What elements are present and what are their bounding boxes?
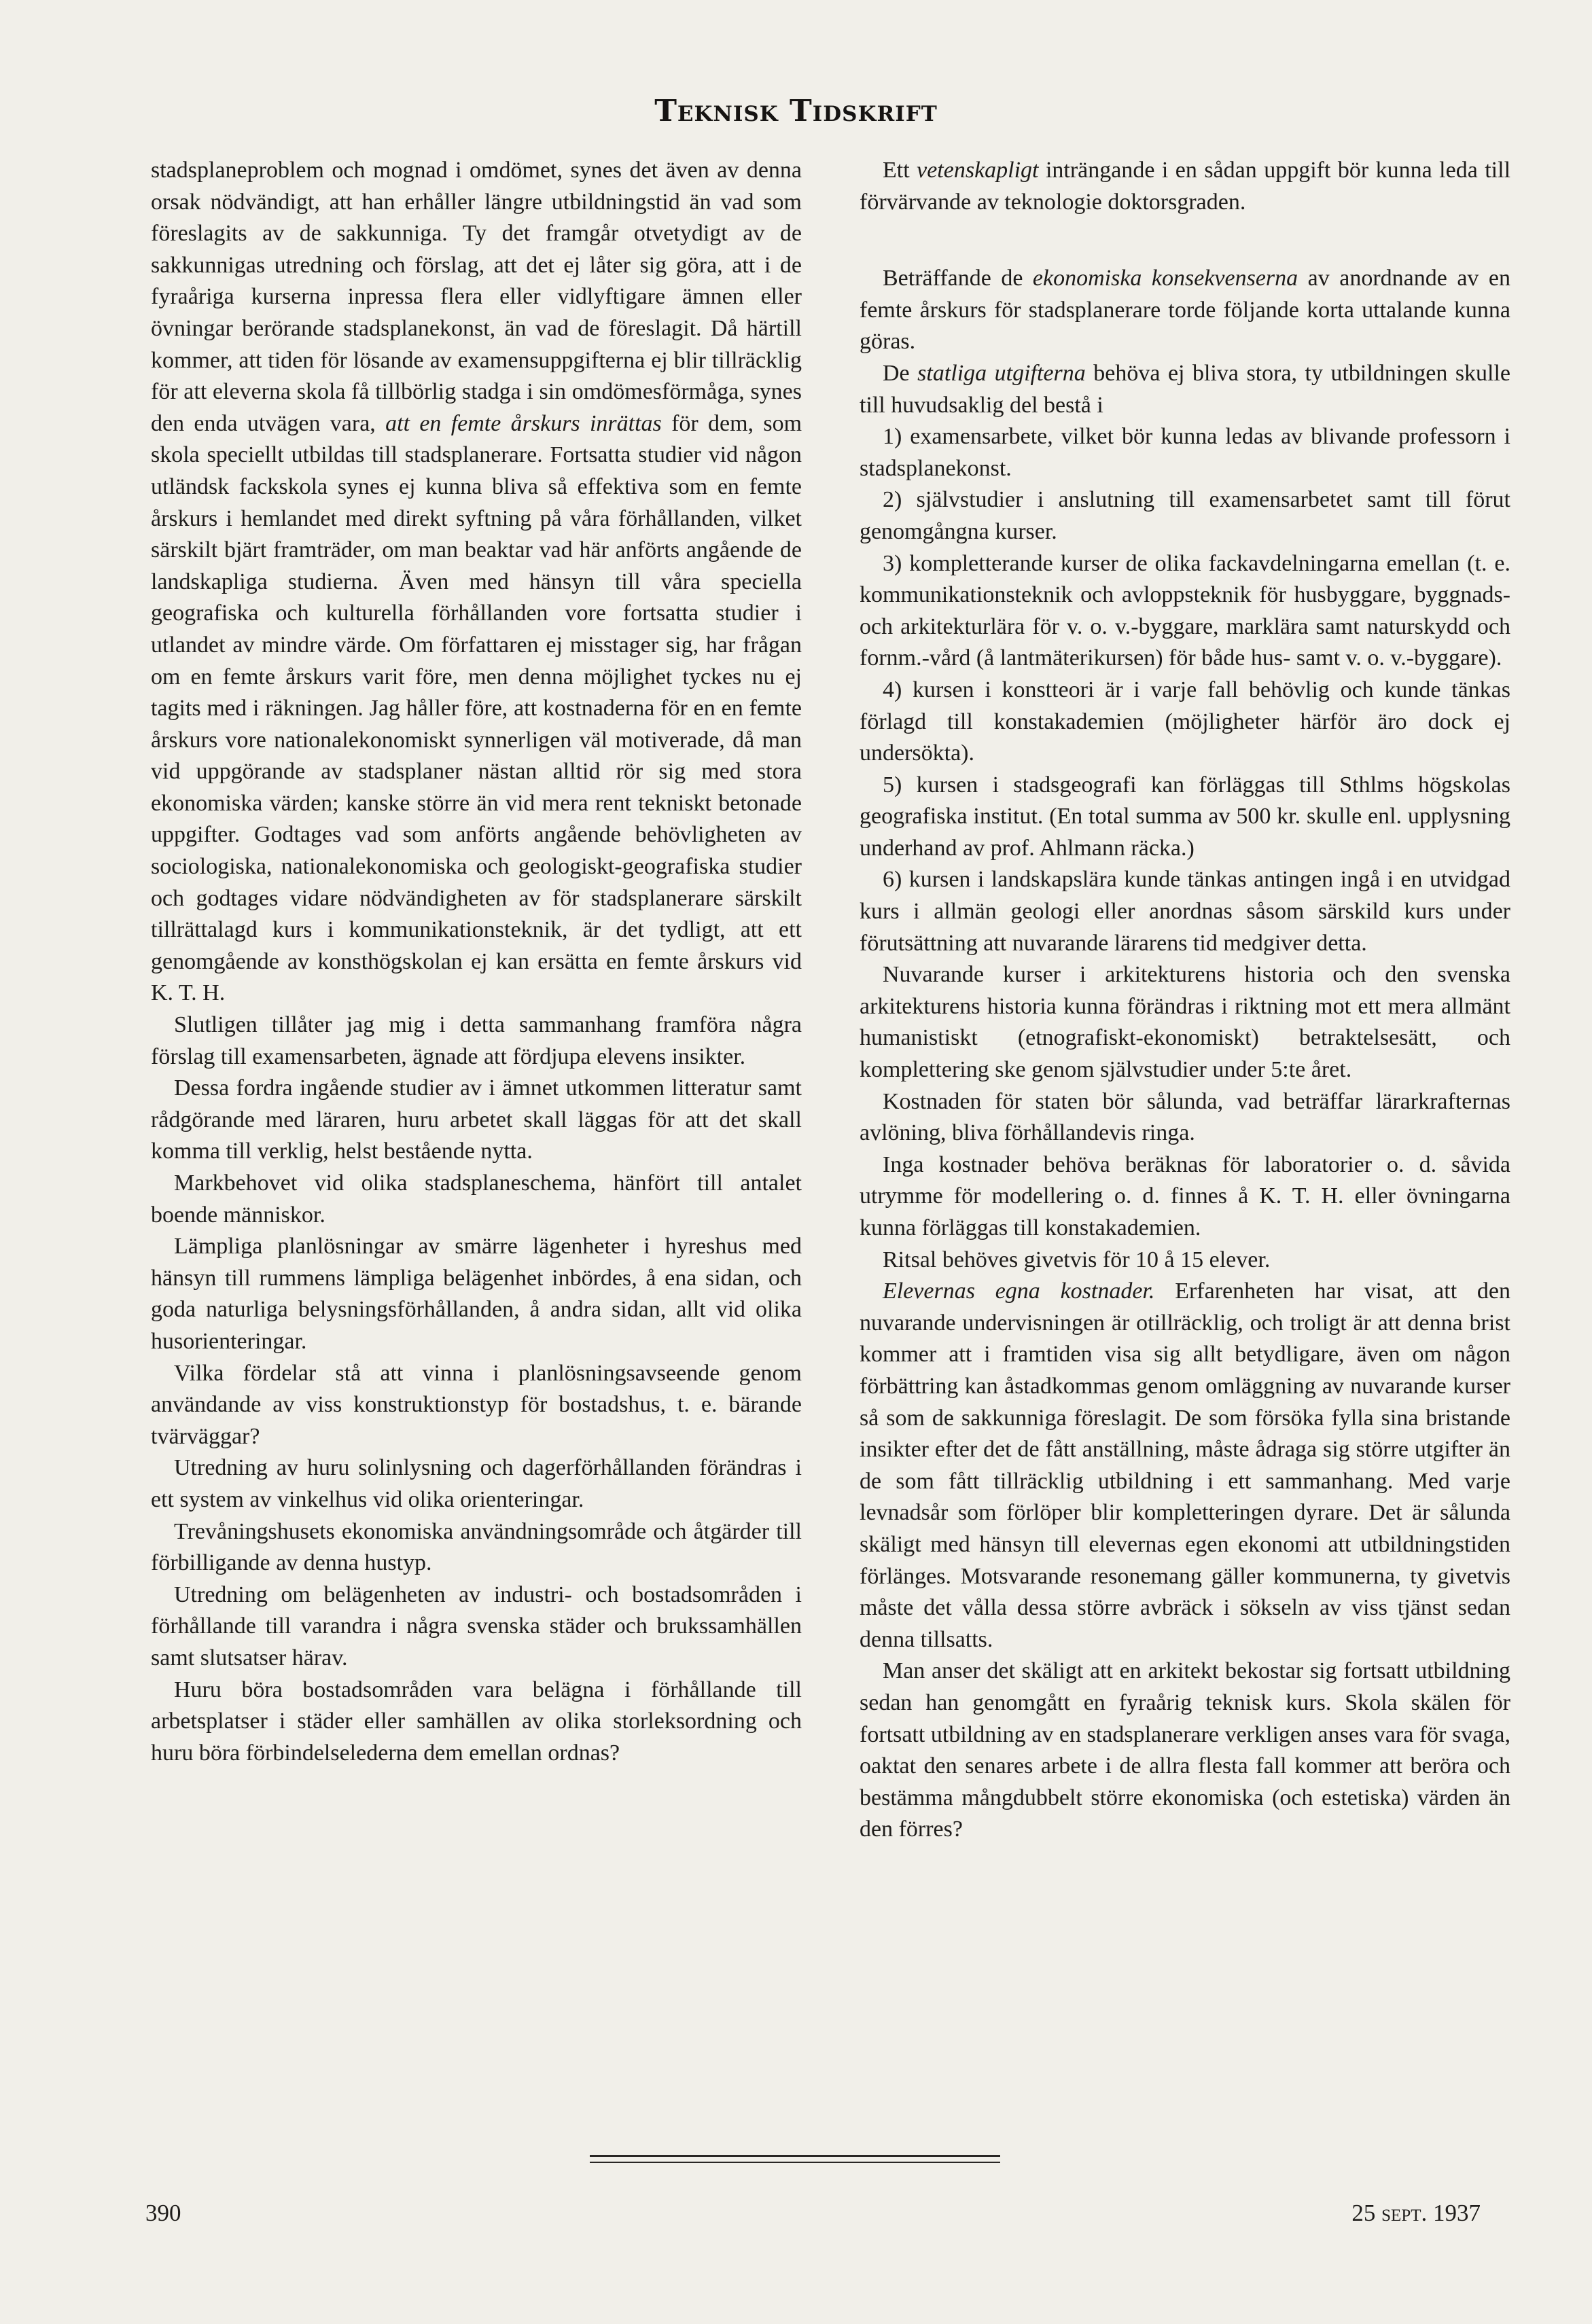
paragraph: Ritsal behöves givetvis för 10 å 15 elever. [883, 1247, 1271, 1272]
journal-header-title: Teknisk Tidskrift [654, 94, 938, 128]
left-column [151, 155, 802, 1769]
paragraph: Trevåningshusets ekonomiska användningsområde och åtgärder till förbilligande av denna hustyp. [151, 1518, 802, 1576]
end-rule [590, 2155, 1000, 2163]
paragraph: Markbehovet vid olika stadsplaneschema, hänfört till antalet boende människor. [151, 1170, 802, 1228]
paragraph: Elevernas egna kostnader. Erfarenheten har visat, att den nuvarande undervisningen är otillräcklig, och troligt är att denna brist kommer att i framtiden visa sig allt betydligare, även om någon förbättring kan åstadkommas genom omläggning av nuvarande kurser så som de sakkunniga föreslagit. De som försöka fylla sina bristande insikter efter det de fått anställning, måste ådraga sig större utgifter än de som fått tillräcklig utbildning i ett sammanhang. Med varje levnadsår som förlöper blir kompletteringen dyrare. Det är sålunda skäligt med hänsyn till elevernas egen ekonomi att utbildningstiden förlänges. Motsvarande resonemang gäller kommunerna, ty givetvis måste det vålla dessa större avbräck i sökseln av viss tjänst sedan denna tillsatts. [860, 1279, 1511, 1652]
paragraph: Utredning av huru solinlysning och dagerförhållanden förändras i ett system av vinkelhus vid olika orienteringar. [151, 1455, 802, 1512]
paragraph: Man anser det skäligt att en arkitekt bekostar sig fortsatt utbildning sedan han genomgått en fyraårig teknisk kurs. Skola skälen för fortsatt utbildning av en stadsplanerare verkligen anses vara för svaga, oaktat den senares arbete i de allra flesta fall kommer att beröra och bestämma mångdubbelt större ekonomiska (och estetiska) värden än den förres? [860, 1658, 1510, 1842]
paragraph: Utredning om belägenheten av industri- och bostadsområden i förhållande till varandra i några svenska städer och brukssamhällen samt slutsatser härav. [151, 1581, 802, 1670]
issue-date: 25 sept. 1937 [1351, 2200, 1481, 2226]
paragraph: Dessa fordra ingående studier av i ämnet utkommen litteratur samt rådgörande med läraren, huru arbetet skall läggas för att det skall komma till verklig, helst bestående nytta. [151, 1075, 802, 1164]
emphasis: Elevernas egna kostnader. [883, 1279, 1155, 1304]
paragraph: 4) kursen i konstteori är i varje fall behövlig och kunde tänkas förlagd till konstakademien (möjligheter härför äro dock ej undersökta). [860, 677, 1510, 766]
paragraph: 3) kompletterande kurser de olika fackavdelningarna emellan (t. e. kommunikationsteknik och avloppsteknik för husbyggare, byggnads- och arkitekturlära för v. o. v.-byggare, marklära samt naturskydd och fornm.-vård (å lantmäterikursen) för både hus- samt v. o. v.-byggare). [860, 550, 1510, 671]
paragraph: Huru böra bostadsområden vara belägna i förhållande till arbetsplatser i städer eller samhällen av olika storleksordning och huru böra förbindelselederna dem emellan ordnas? [151, 1677, 802, 1766]
paragraph: Lämpliga planlösningar av smärre lägenheter i hyreshus med hänsyn till rummens lämpliga belägenhet inbördes, å ena sidan, och goda naturliga belysningsförhållanden, å andra sidan, allt vid olika husorienteringar. [151, 1234, 802, 1354]
paragraph: Kostnaden för staten bör sålunda, vad beträffar lärarkrafternas avlöning, bliva förhållandevis ringa. [860, 1088, 1510, 1146]
paragraph: Beträffande de ekonomiska konsekvenserna av anordnande av en femte årskurs för stadsplanerare torde följande korta uttalande kunna göras. [860, 266, 1510, 355]
paragraph: 6) kursen i landskapslära kunde tänkas antingen ingå i en utvidgad kurs i allmän geologi eller anordnas såsom särskild kurs under förutsättning att nuvarande lärarens tid medgiver detta. [860, 867, 1510, 956]
paragraph: 5) kursen i stadsgeografi kan förläggas till Sthlms högskolas geografiska institut. (En total summa av 500 kr. skulle enl. upplysning underhand av prof. Ahlmann räcka.) [860, 772, 1510, 861]
emphasis: statliga utgifterna [917, 360, 1086, 386]
paragraph: Vilka fördelar stå att vinna i planlösningsavseende genom användande av viss konstruktionstyp för bostadshus, t. e. bärande tvärväggar? [151, 1360, 802, 1449]
paragraph: 1) examensarbete, vilket bör kunna ledas av blivande professorn i stadsplanekonst. [860, 424, 1510, 481]
paragraph: stadsplaneproblem och mognad i omdömet, synes det även av denna orsak nödvändigt, att han erhåller längre utbildningstid än vad som föreslagits av de sakkunniga. Ty det framgår otvetydigt av de sakkunnigas utredning och förslag, att det ej låter sig göra, att i de fyraåriga kurserna inpressa flera eller vidlyftigare ämnen eller övningar berörande stadsplanekonst, än vad de föreslagit. Då härtill kommer, att tiden för lösande av examensuppgifterna ej blir tillräcklig för att eleverna skola få tillbörlig stadga i sin omdömesförmåga, synes den enda utvägen vara, att en femte årskurs inrättas för dem, som skola speciellt utbildas till stadsplanerare. Fortsatta studier vid någon utländsk fackskola synes ej kunna bliva så effektiva som en femte årskurs i hemlandet med direkt syftning på våra förhållanden, vilket särskilt bjärt framträder, om man beaktar vad här anförts angående de landskapliga studierna. Även med hänsyn till våra speciella geografiska och kulturella förhållanden vore fortsatta studier i utlandet av mindre värde. Om författaren ej misstager sig, har frågan om en femte årskurs varit före, men denna möjlighet tyckes nu ej tagits med i räkningen. Jag håller före, att kostnaderna för en en femte årskurs vore nationalekonomiskt synnerligen väl motiverade, då man vid uppgörande av stadsplaner nästan alltid rör sig med stora ekonomiska värden; kanske större än vid mera rent tekniskt betonade uppgifter. Godtages vad som anförts angående behövligheten av sociologiska, nationalekonomiska och geologiskt-geografiska studier och godtages vidare nödvändigheten av för stadsplanerare särskilt tillrättalagd kurs i kommunikationsteknik, är det tydligt, att ett genomgående av konsthögskolan ej kan ersätta en femte årskurs vid K. T. H. [151, 158, 802, 1006]
paragraph: Nuvarande kurser i arkitekturens historia och den svenska arkitekturens historia kunna förändras i riktning mot ett mera allmänt humanistiskt (etnografiskt-ekonomiskt) betraktelsesätt, och komplettering ske genom självstudier under 5:te året. [860, 962, 1510, 1083]
paragraph: De statliga utgifterna behöva ej bliva stora, ty utbildningen skulle till huvudsaklig del bestå i [860, 360, 1511, 418]
paragraph: Ett vetenskapligt inträngande i en sådan uppgift bör kunna leda till förvärvande av teknologie doktorsgraden. [860, 158, 1511, 215]
emphasis: att en femte årskurs inrättas [385, 410, 662, 436]
page-number: 390 [145, 2200, 181, 2226]
right-column [860, 155, 1510, 1846]
paragraph: Slutligen tillåter jag mig i detta sammanhang framföra några förslag till examensarbeten, ägnade att fördjupa elevens insikter. [151, 1012, 802, 1069]
paragraph: 2) självstudier i anslutning till examensarbetet samt till förut genomgångna kurser. [860, 487, 1510, 544]
paragraph: Inga kostnader behöva beräknas för laboratorier o. d. såvida utrymme för modellering o. d. finnes å K. T. H. eller övningarna kunna förläggas till konstakademien. [860, 1151, 1510, 1240]
emphasis: ekonomiska konsekvenserna [1032, 266, 1298, 291]
emphasis: vetenskapligt [917, 158, 1039, 183]
